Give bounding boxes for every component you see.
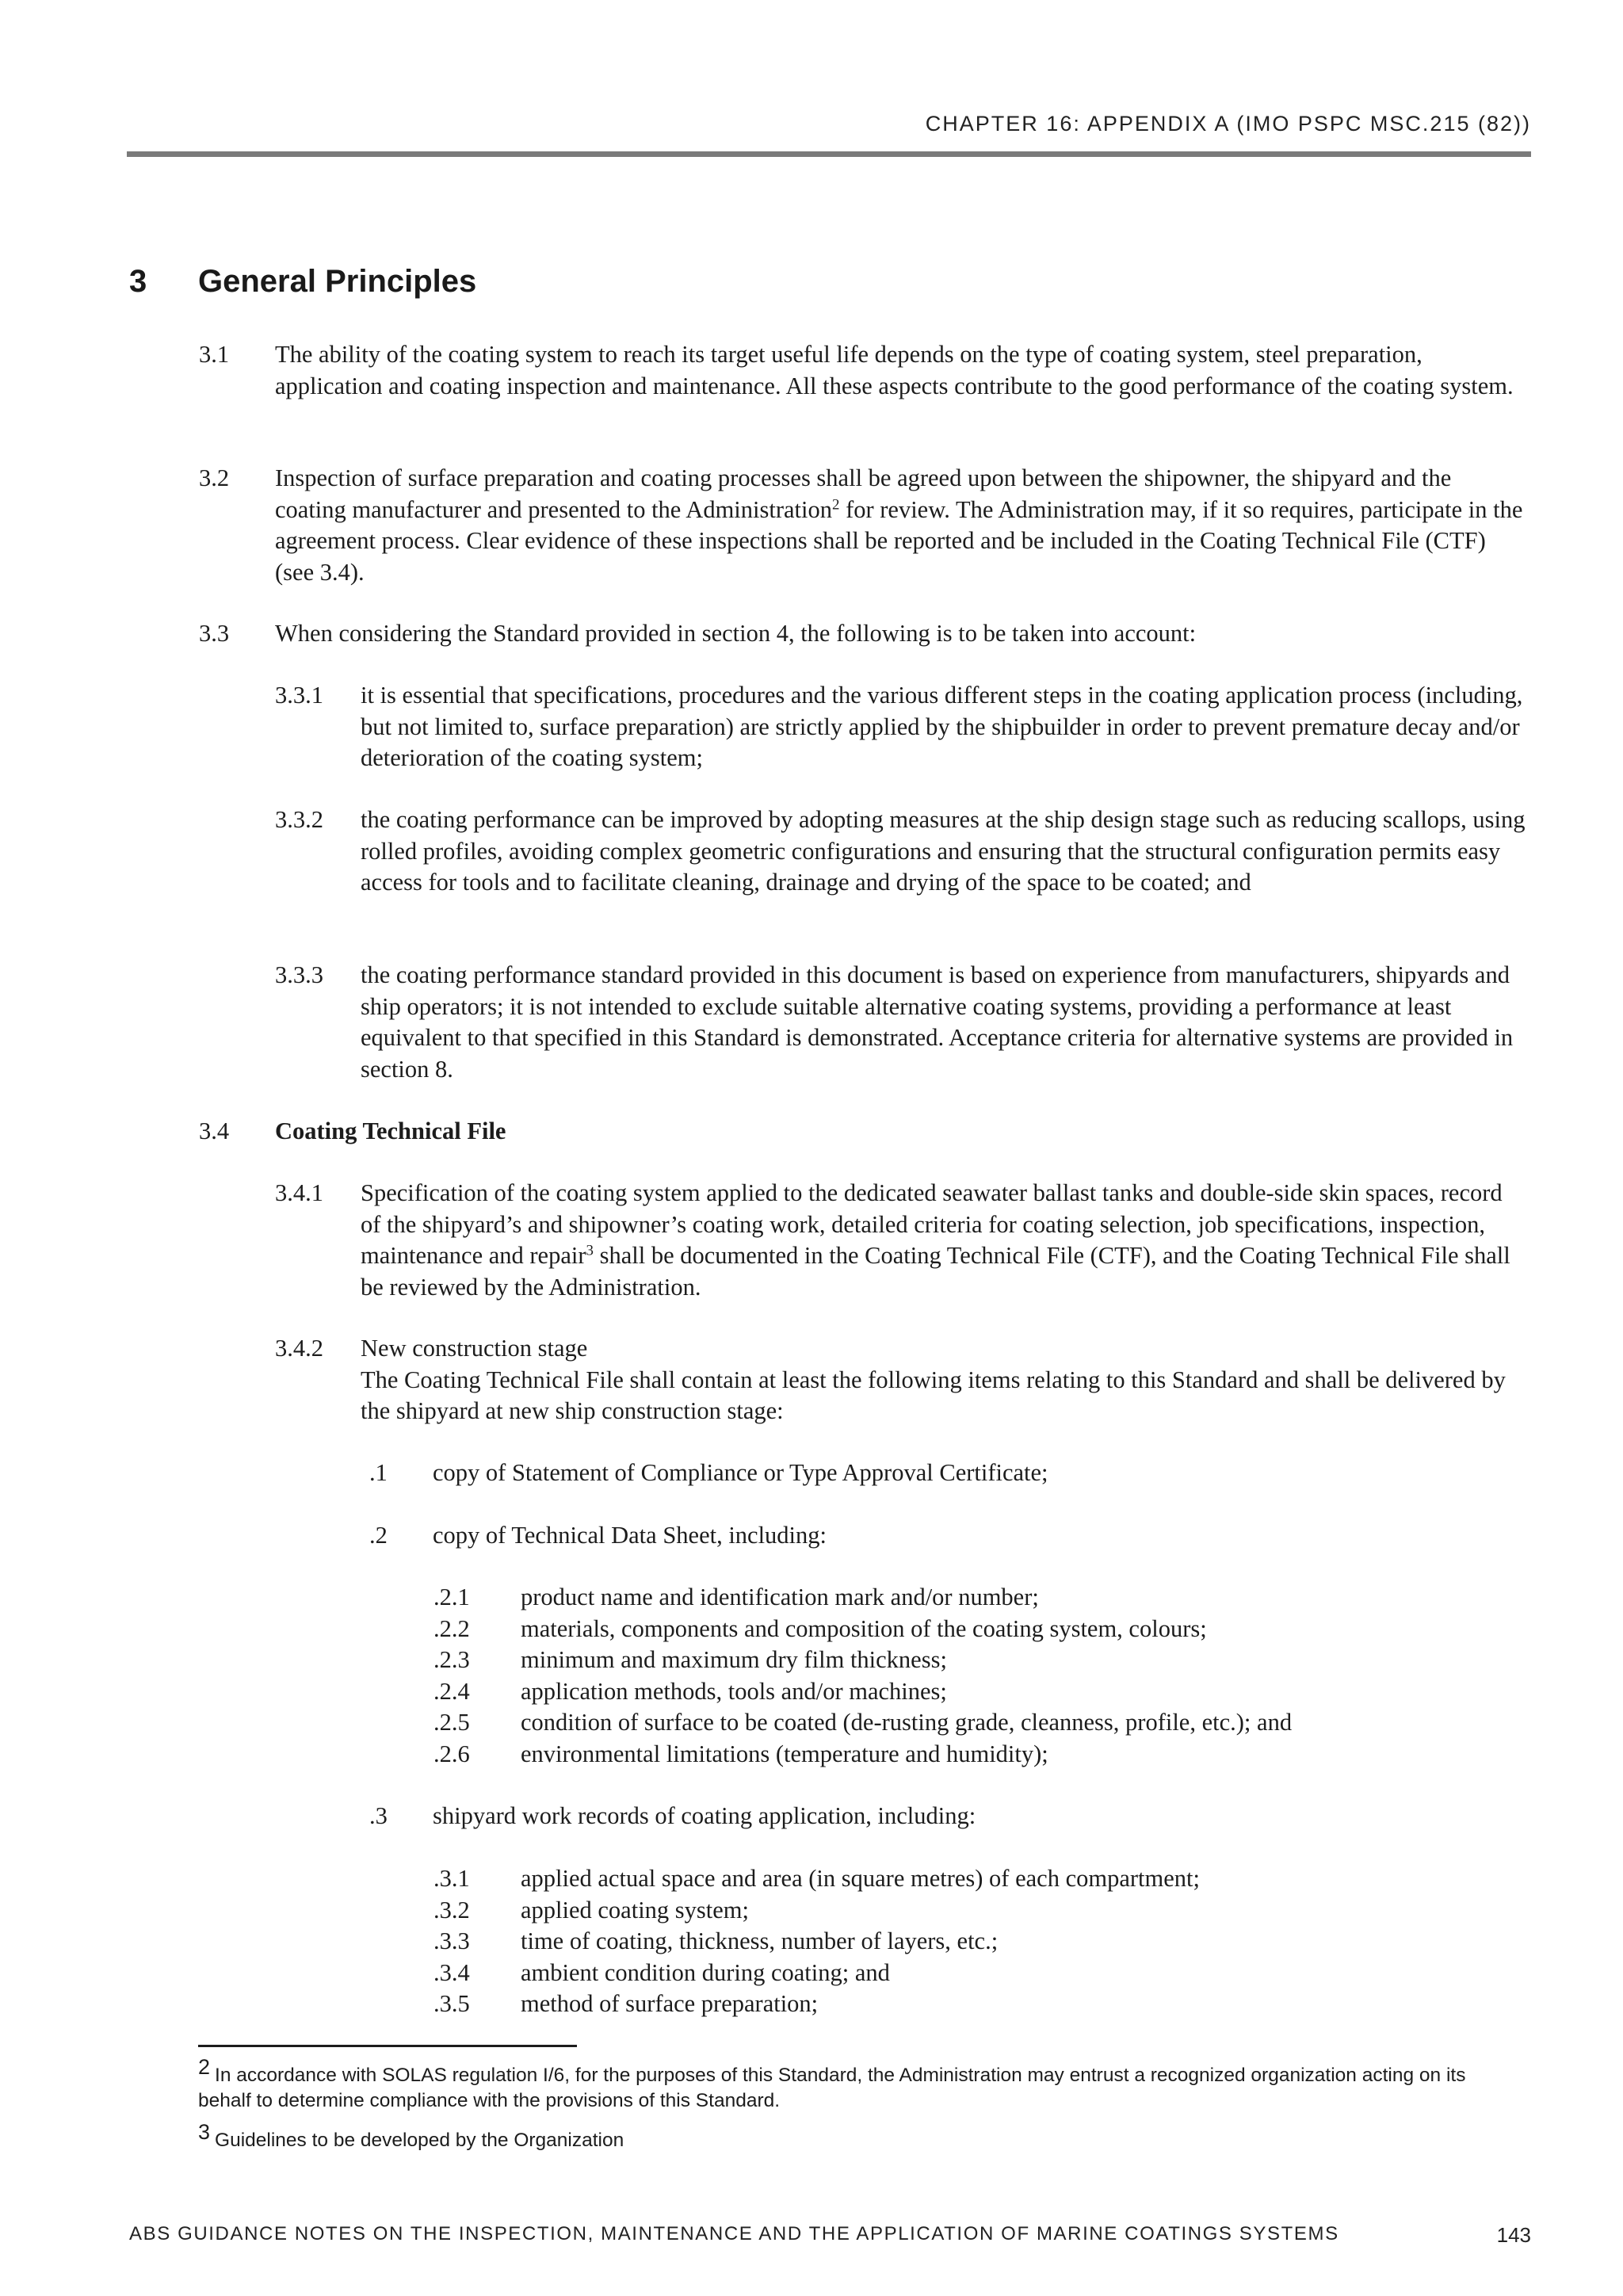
sub-list-item [433,1739,1464,1771]
paragraph-number: 3.2 [199,464,230,491]
section-number: 3 [129,264,147,299]
footnote-2 [198,2054,1514,2114]
paragraph-number: 3.4 [199,1117,230,1144]
item-text: copy of Statement of Compliance or Type Approval Certificate; [433,1459,1048,1486]
item-text: applied coating system; [521,1896,749,1924]
item-number: .3.4 [433,1958,470,1986]
item-number: .2.1 [433,1584,470,1610]
header-rule [127,151,1531,157]
item-number: .2.5 [433,1709,470,1736]
item-text: time of coating, thickness, number of layers, etc.; [521,1927,999,1954]
footnote-ref-3[interactable]: 3 [586,1242,594,1259]
running-head: CHAPTER 16: APPENDIX A (IMO PSPC MSC.215 (82)) [925,112,1531,136]
paragraph-text: the coating performance can be improved by adopting measures at the ship design stage such as reducing scallops, using rolled profiles, avoiding complex geometric configurations and ensuring that the structural configuration permits easy access for tools and to facilitate cleaning, drainage and drying of the space to be coated; and [361,806,1526,896]
item-text: materials, components and composition of the coating system, colours; [521,1614,1207,1642]
paragraph-number: 3.1 [199,341,230,368]
item-number: .2.3 [433,1646,470,1673]
sub-list-item [433,1895,1464,1927]
sub-list-item [433,1988,1464,2020]
item-number: .3.1 [433,1865,470,1892]
sub-list-item [433,1863,1464,1895]
sub-list-item [433,1707,1464,1739]
sub-list-item [433,1676,1464,1708]
item-text: application methods, tools and/or machines; [521,1677,947,1705]
paragraph-number: 3.4.2 [275,1335,323,1362]
sub-list-item [433,1614,1464,1645]
paragraph-text: The ability of the coating system to reach its target useful life depends on the type of coating system, steel preparation, application and coating inspection and maintenance. All these aspects contribute to the good performance of the coating system. [275,341,1514,399]
paragraph-number: 3.3.2 [275,806,323,833]
item-text: ambient condition during coating; and [521,1958,890,1986]
footnote-text: In accordance with SOLAS regulation I/6, for the purposes of this Standard, the Administration may entrust a recognized organization acting on its behalf to determine compliance with the provisions of this Standard. [198,2065,1466,2111]
paragraph-text: Inspection of surface preparation and coating processes shall be agreed upon between the shipowner, the shipyard and the coating manufacturer and presented to the Administration$^2$ for review. The Administration may, if it so requires, participate in the agreement process. Clear evidence of these inspections shall be reported and be included in the Coating Technical File (CTF) (see 3.4). [275,464,1523,586]
item-number: .1 [369,1459,388,1486]
item-number: .3.5 [433,1990,470,2017]
paragraph-text: it is essential that specifications, procedures and the various different steps in the coating application process (including, but not limited to, surface preparation) are strictly applied by the shipbuilder in order to prevent premature decay and/or deterioration of the coating system; [361,682,1523,771]
page-number: 143 [1496,2223,1531,2247]
footnote-text: Guidelines to be developed by the Organization [215,2130,624,2151]
subsection-title: Coating Technical File [275,1117,506,1144]
sub-list-item [433,1926,1464,1958]
item-text: product name and identification mark and/or number; [521,1584,1039,1610]
item-number: .2.2 [433,1614,470,1642]
footnote-mark: 3 [198,2119,211,2144]
paragraph-number: 3.4.1 [275,1179,323,1206]
footnote-3 [198,2119,1514,2153]
paragraph-heading: New construction stage [361,1335,588,1362]
item-number: .2.4 [433,1677,470,1705]
item-text: environmental limitations (temperature and humidity); [521,1740,1048,1767]
paragraph-text: When considering the Standard provided in section 4, the following is to be taken into account: [275,620,1197,647]
item-text: applied actual space and area (in square metres) of each compartment; [521,1865,1200,1892]
paragraph-number: 3.3.3 [275,961,323,988]
paragraph-text [361,1333,1527,1427]
sub-list-item [433,1582,1464,1614]
paragraph-text: the coating performance standard provided in this document is based on experience from manufacturers, shipyards and ship operators; it is not intended to exclude suitable alternative coating systems, providing a performance at least equivalent to that specified in this Standard is demonstrated. Acceptance criteria for alternative systems are provided in section 8. [361,961,1514,1083]
section-title: General Principles [198,264,477,299]
paragraph-number: 3.3.1 [275,682,323,709]
sub-list-item [433,1958,1464,1989]
item-number: .3.2 [433,1896,470,1924]
item-number: .2.6 [433,1740,470,1767]
footnote-mark: 2 [198,2054,211,2079]
footnote-ref-2[interactable]: 2 [831,496,840,514]
item-text: condition of surface to be coated (de-rusting grade, cleanness, profile, etc.); and [521,1709,1293,1736]
paragraph-body: The Coating Technical File shall contain at least the following items relating to this Standard and shall be delivered by the shipyard at new ship construction stage: [361,1366,1506,1424]
item-number: .3 [369,1802,388,1829]
sub-list-item [433,1645,1464,1676]
item-text: method of surface preparation; [521,1990,819,2017]
item-text: minimum and maximum dry film thickness; [521,1646,947,1673]
footer-title: ABS GUIDANCE NOTES ON THE INSPECTION, MAINTENANCE AND THE APPLICATION OF MARINE COATINGS SYSTEMS [129,2223,1339,2244]
item-text: copy of Technical Data Sheet, including: [433,1522,827,1549]
footnote-rule [198,2045,577,2047]
paragraph-number: 3.3 [199,620,230,647]
item-text: shipyard work records of coating application, including: [433,1802,976,1829]
paragraph-text: Specification of the coating system applied to the dedicated seawater ballast tanks and double-side skin spaces, record of the shipyard’s and shipowner’s coating work, detailed criteria for coating selection, job specifications, inspection, maintenance and repair$^3$ shall be documented in the Coating Technical File (CTF), and the Coating Technical File shall be reviewed by the Administration. [361,1179,1510,1301]
item-number: .2 [369,1522,388,1549]
item-number: .3.3 [433,1927,470,1954]
